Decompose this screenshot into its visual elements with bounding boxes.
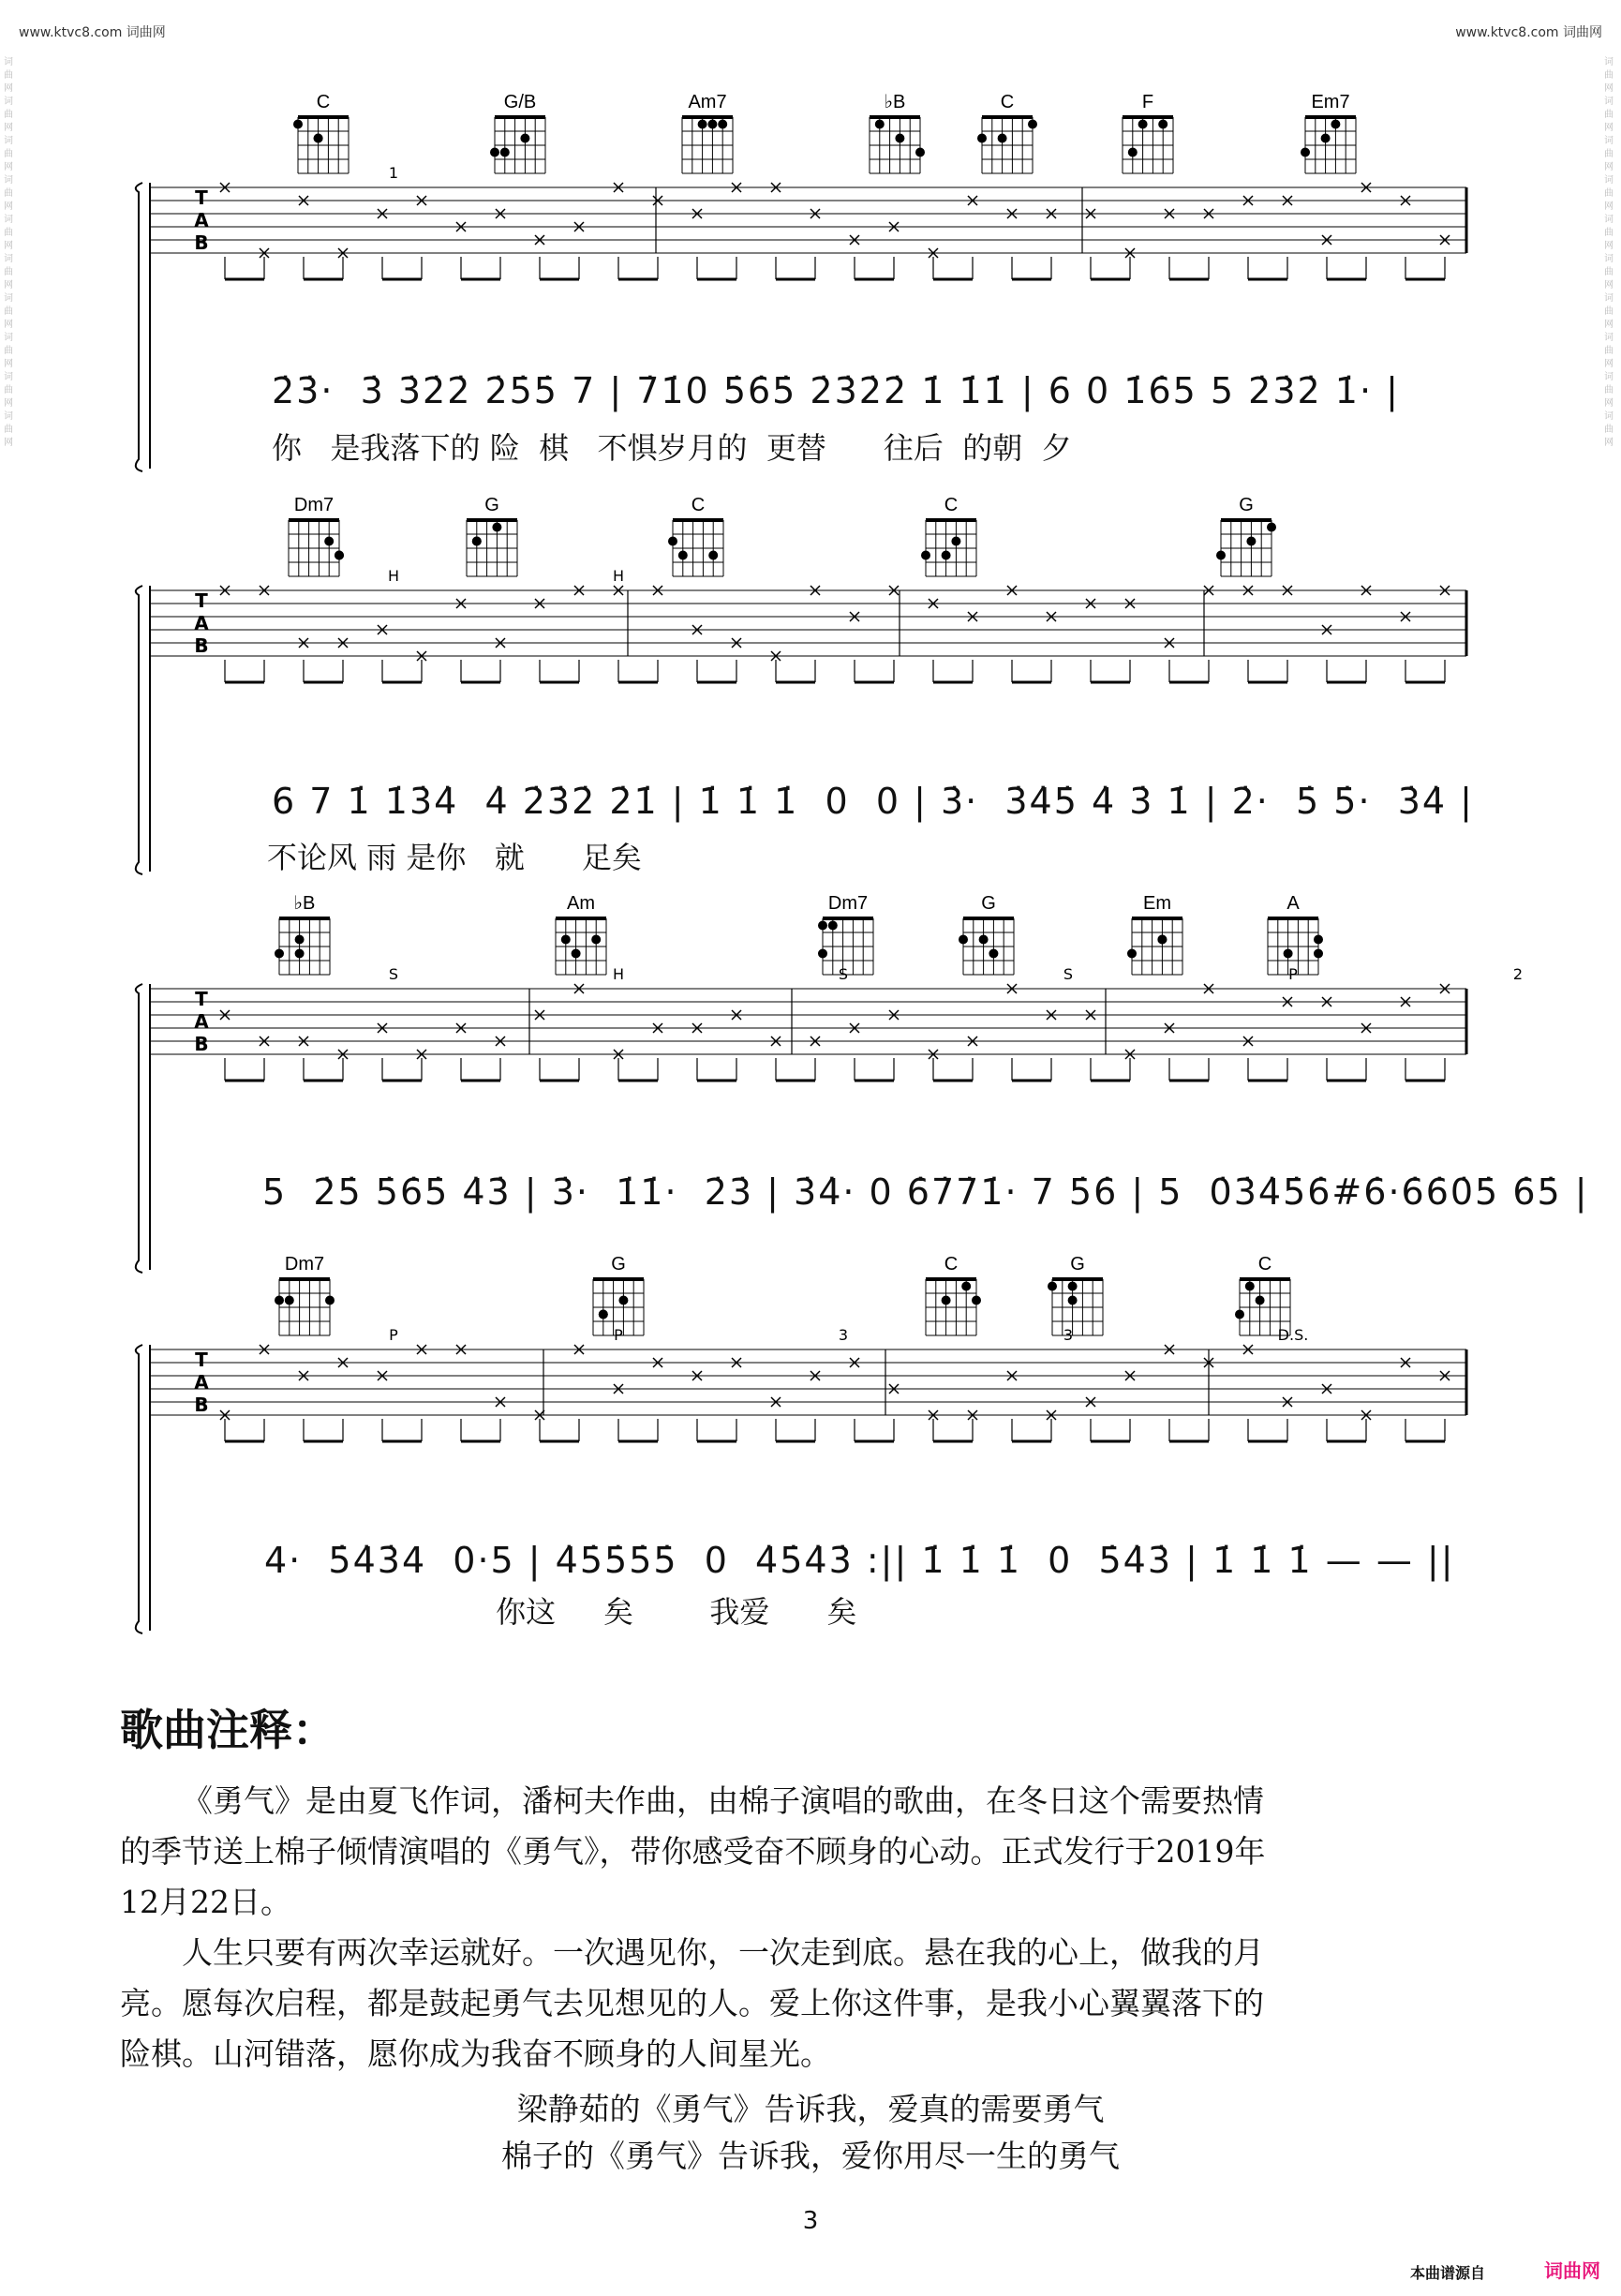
finger-dot — [490, 148, 499, 157]
notes-paragraph-2 — [120, 1928, 1488, 2080]
finger-dot — [979, 935, 989, 945]
finger-dot — [959, 935, 968, 945]
jianpu-line-3: 5 2̇5̇ 5̇6̇5̇ 4̇3̇ | 3̇· 1̇1̇· 2̇3̇ | 3̇4̇· 0 6̇7̇7̇1̇· 7 5̇6̇ | 5 0̇3̇4̇5̇6̇#6̇·6̇6̇0̇5̇ 6̇5̇ | — [262, 1171, 1589, 1213]
finger-dot — [335, 551, 344, 560]
tab-clef-A: A — [194, 1010, 209, 1033]
closing-line-1: 梁静茹的《勇气》告诉我，爱真的需要勇气 — [516, 2091, 1105, 2127]
finger-dot — [275, 949, 284, 959]
finger-dot — [1158, 120, 1167, 129]
finger-dot — [942, 1296, 951, 1305]
finger-dot — [561, 935, 571, 945]
finger-dot — [698, 120, 707, 129]
system-3 — [0, 890, 1621, 1265]
chord-name: C — [944, 495, 959, 515]
notes-p2-line-2: 亮。愿每次启程，都是鼓起勇气去见想见的人。爱上你这件事，是我小心翼翼落下的 — [120, 1985, 1264, 2021]
technique-mark: H — [612, 567, 625, 585]
finger-dot — [1068, 1282, 1078, 1291]
finger-dot — [972, 1296, 981, 1305]
finger-dot — [293, 120, 303, 129]
chord-name: C — [691, 495, 706, 515]
chord-name: F — [1141, 92, 1154, 112]
lyrics-line-2: 不论风 雨 是你 就 足矣 — [267, 840, 642, 875]
finger-dot — [1245, 1282, 1255, 1291]
chord-name: G — [1239, 495, 1254, 515]
chord-name: Em — [1143, 893, 1171, 914]
song-notes-title: 歌曲注释： — [120, 1705, 335, 1755]
chord-name: Am — [567, 893, 595, 914]
technique-mark: P — [1288, 965, 1298, 983]
finger-dot — [1028, 120, 1037, 129]
finger-dot — [1314, 949, 1323, 959]
tab-clef-T: T — [195, 186, 208, 209]
finger-dot — [325, 1296, 335, 1305]
finger-dot — [818, 949, 827, 959]
chord-diagram-4 — [921, 495, 976, 576]
finger-dot — [492, 523, 501, 532]
chord-name: C — [1257, 1254, 1272, 1275]
tab-notes — [220, 1345, 1450, 1441]
tab-clef-B: B — [194, 634, 209, 657]
finger-dot — [961, 1282, 971, 1291]
tab-clef-B: B — [194, 231, 209, 254]
chord-name: Em7 — [1311, 92, 1350, 112]
technique-mark: S — [388, 965, 399, 983]
tab-clef-B: B — [194, 1033, 209, 1055]
chord-name: Dm7 — [827, 893, 869, 914]
tab-clef-A: A — [194, 612, 209, 634]
finger-dot — [828, 921, 838, 931]
system-1 — [0, 89, 1621, 464]
finger-dot — [989, 949, 998, 959]
tab-notes — [220, 183, 1450, 279]
chord-name: G — [1070, 1254, 1085, 1275]
finger-dot — [668, 537, 677, 546]
technique-mark: D.S. — [1277, 1326, 1309, 1344]
page-number: 3 — [802, 2207, 819, 2235]
lyrics-line-1: 你 是我落下的 险 棋 不惧岁月的 更替 往后 的朝 夕 — [272, 430, 1072, 466]
side-watermark-right: 词曲网词曲网词曲网词曲网词曲网词曲网词曲网词曲网词曲网词曲网 — [1604, 57, 1614, 448]
finger-dot — [599, 1310, 608, 1319]
tab-clef-T: T — [195, 988, 208, 1010]
notes-p2-line-3: 险棋。山河错落，愿你成为我奋不顾身的人间星光。 — [120, 2035, 831, 2072]
technique-mark: P — [389, 1326, 398, 1344]
chord-diagram-2 — [593, 1254, 644, 1335]
technique-mark: 3 — [1063, 1326, 1074, 1344]
finger-dot — [295, 935, 305, 945]
finger-dot — [708, 551, 718, 560]
lyrics-line-4: 你这 矣 我爱 矣 — [267, 1594, 857, 1630]
chord-diagram-6 — [1268, 893, 1323, 975]
chord-diagram-5 — [1235, 1254, 1290, 1335]
chord-diagram-3 — [682, 92, 733, 173]
finger-dot — [977, 134, 987, 143]
chord-diagram-1 — [289, 495, 344, 576]
chord-name: Dm7 — [293, 495, 335, 515]
chord-name: C — [944, 1254, 959, 1275]
finger-dot — [818, 921, 827, 931]
tab-clef-T: T — [195, 1349, 208, 1371]
system-2 — [0, 492, 1621, 886]
finger-dot — [1314, 935, 1323, 945]
chord-diagram-2 — [556, 893, 606, 975]
finger-dot — [942, 551, 951, 560]
finger-dot — [572, 949, 581, 959]
finger-dot — [1128, 148, 1138, 157]
finger-dot — [1246, 537, 1256, 546]
tab-clef-T: T — [195, 589, 208, 612]
header-left: www.ktvc8.com 词曲网 — [19, 25, 166, 40]
footer-source-label: 本曲谱源自 — [1409, 2264, 1485, 2282]
notes-p2-line-1: 人生只要有两次幸运就好。一次遇见你，一次走到底。悬在我的心上，做我的月 — [182, 1934, 1264, 1971]
side-watermark-left: 词曲网词曲网词曲网词曲网词曲网词曲网词曲网词曲网词曲网词曲网 — [4, 57, 13, 448]
finger-dot — [998, 134, 1007, 143]
technique-mark: 2 — [1512, 965, 1524, 983]
chord-name: G/B — [503, 92, 537, 112]
finger-dot — [718, 120, 727, 129]
system-4 — [0, 1251, 1621, 1645]
finger-dot — [875, 120, 885, 129]
finger-dot — [707, 120, 717, 129]
chord-name: A — [1286, 893, 1300, 914]
chord-diagram-4 — [870, 92, 925, 173]
tab-clef-A: A — [194, 1371, 209, 1394]
finger-dot — [1068, 1296, 1078, 1305]
finger-dot — [1216, 551, 1226, 560]
finger-dot — [951, 537, 960, 546]
finger-dot — [324, 537, 334, 546]
chord-diagram-4 — [959, 893, 1014, 975]
technique-mark: H — [387, 567, 400, 585]
chord-diagram-7 — [1301, 92, 1356, 173]
finger-dot — [285, 1296, 294, 1305]
chord-name: Am7 — [688, 92, 727, 112]
chord-name: ♭B — [293, 893, 316, 914]
finger-dot — [1284, 949, 1293, 959]
chord-name: Dm7 — [284, 1254, 325, 1275]
chord-diagram-6 — [1123, 92, 1173, 173]
technique-mark: 1 — [388, 164, 399, 182]
header-right: www.ktvc8.com 词曲网 — [1455, 25, 1602, 40]
notes-p1-line-2: 的季节送上棉子倾情演唱的《勇气》，带你感受奋不顾身的心动。正式发行于2019年 — [120, 1833, 1266, 1870]
chord-diagram-2 — [490, 92, 545, 173]
technique-mark: 3 — [838, 1326, 849, 1344]
chord-diagram-1 — [275, 893, 330, 975]
chord-name: G — [611, 1254, 626, 1275]
finger-dot — [1256, 1296, 1265, 1305]
footer-site-logo: 词曲网 — [1544, 2259, 1600, 2282]
technique-mark: H — [612, 965, 625, 983]
notes-p1-line-1: 《勇气》是由夏飞作词，潘柯夫作曲，由棉子演唱的歌曲，在冬日这个需要热情 — [182, 1782, 1264, 1819]
tab-staff-lines — [136, 984, 1466, 1273]
chord-diagram-1 — [275, 1254, 335, 1335]
finger-dot — [921, 551, 930, 560]
finger-dot — [314, 134, 323, 143]
finger-dot — [520, 134, 529, 143]
tab-staff-lines — [136, 586, 1466, 874]
tab-notes — [220, 984, 1450, 1081]
chord-name: G — [981, 893, 996, 914]
tab-staff-4 — [0, 1251, 1621, 1645]
tab-notes — [220, 586, 1450, 682]
chord-name: G — [484, 495, 499, 515]
jianpu-line-1: 2̇3̇· 3̇ 3̇2̇2̇ 2̇5̇5̇ 7 | 7̇1̇0 5̇6̇5̇ 2̇3̇2̇2̇ 1̇ 1̇1̇ | 6 0 1̇6̇5 5 2̇3̇2̇ 1̇· | — [272, 370, 1400, 411]
tab-clef-A: A — [194, 209, 209, 231]
finger-dot — [1138, 120, 1148, 129]
chord-name: C — [1000, 92, 1015, 112]
finger-dot — [1235, 1310, 1244, 1319]
chord-diagram-3 — [668, 495, 723, 576]
finger-dot — [1321, 134, 1331, 143]
finger-dot — [500, 148, 510, 157]
chord-diagram-1 — [293, 92, 349, 173]
chord-diagram-5 — [977, 92, 1037, 173]
finger-dot — [591, 935, 601, 945]
notes-paragraph-1 — [120, 1776, 1488, 1928]
closing-line-2: 棉子的《勇气》告诉我，爱你用尽一生的勇气 — [501, 2138, 1120, 2174]
finger-dot — [1267, 523, 1276, 532]
tab-staff-2 — [0, 492, 1621, 886]
technique-mark: S — [1063, 965, 1074, 983]
notes-p1-line-3: 12月22日。 — [120, 1884, 291, 1920]
jianpu-line-2: 6 7 1̇ 1̇3̇4̇ 4̇ 2̇3̇2̇ 2̇1̇ | 1̇ 1̇ 1̇ 0 0 | 3̇· 3̇4̇5̇ 4̇ 3̇ 1̇ | 2̇· 5̇ 5̇· 3̇4̇ | — [272, 781, 1474, 822]
technique-mark: S — [838, 965, 849, 983]
chord-diagram-5 — [1127, 893, 1182, 975]
finger-dot — [472, 537, 482, 546]
finger-dot — [678, 551, 688, 560]
finger-dot — [915, 148, 925, 157]
technique-mark: P — [614, 1326, 623, 1344]
chord-name: C — [316, 92, 331, 112]
finger-dot — [275, 1296, 284, 1305]
finger-dot — [895, 134, 904, 143]
chord-diagram-5 — [1216, 495, 1276, 576]
chord-diagram-3 — [926, 1254, 981, 1335]
jianpu-line-4: 4· 5̇4̇3̇4 0·5 | 4̇5̇5̇5̇5̇ 0 4̇5̇4̇3̇ :|| 1̇ 1̇ 1̇ 0 5̇4̇3̇ | 1̇ 1̇ 1̇ — — || — [264, 1540, 1455, 1581]
chord-name: ♭B — [884, 92, 906, 112]
finger-dot — [1048, 1282, 1057, 1291]
finger-dot — [618, 1296, 628, 1305]
finger-dot — [1127, 949, 1137, 959]
chord-diagram-2 — [467, 495, 517, 576]
finger-dot — [1157, 935, 1167, 945]
finger-dot — [1301, 148, 1310, 157]
chord-diagram-4 — [1048, 1254, 1103, 1335]
tab-clef-B: B — [194, 1394, 209, 1416]
finger-dot — [295, 949, 305, 959]
finger-dot — [1331, 120, 1340, 129]
chord-diagram-3 — [818, 893, 873, 975]
